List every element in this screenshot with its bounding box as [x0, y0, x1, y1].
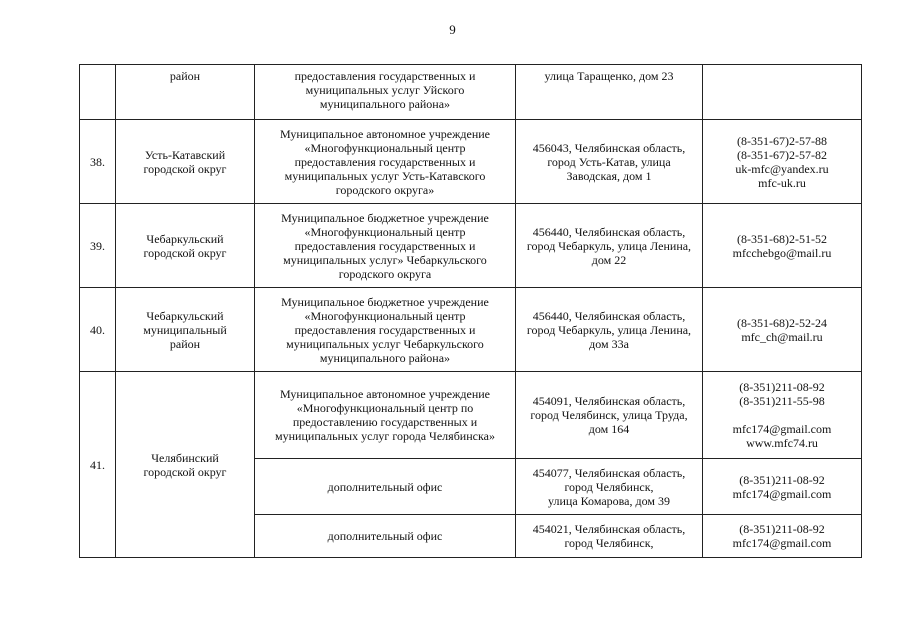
org-line: муниципальных услуг» Чебаркульского	[283, 252, 487, 267]
district-cell	[116, 120, 255, 204]
org-line: предоставления государственных и	[294, 238, 476, 253]
address-line: 454077, Челябинская область,	[532, 465, 686, 480]
org-line: предоставлению государственных и	[292, 415, 478, 429]
org-line: муниципальных услуг Чебаркульского	[286, 336, 484, 351]
district-line: Чебаркульский	[146, 308, 224, 323]
org-line: муниципальных услуг города Челябинска»	[275, 429, 495, 443]
table-row	[80, 288, 862, 372]
email: mfc174@gmail.com	[732, 486, 832, 501]
org-line: муниципального района»	[319, 350, 451, 365]
address-line: дом 33а	[589, 336, 629, 351]
address-cell	[516, 515, 703, 558]
address-line: дом 164	[588, 422, 630, 436]
address-line: город Чебаркуль, улица Ленина,	[526, 322, 692, 337]
page-number: 9	[449, 22, 456, 37]
org-line: Муниципальное автономное учреждение	[280, 387, 490, 401]
address-cell	[516, 459, 703, 515]
contacts-cell	[703, 288, 862, 372]
address-line: город Челябинск,	[564, 479, 654, 494]
organization-cell	[255, 120, 516, 204]
address-line: город Усть-Катав, улица	[547, 154, 671, 169]
org-line: «Многофункциональный центр	[304, 308, 466, 323]
contacts-cell	[703, 459, 862, 515]
org-line: городского округа»	[335, 182, 435, 197]
district-cell	[116, 65, 255, 120]
org-line: дополнительный офис	[327, 529, 443, 543]
address-cell	[516, 65, 703, 120]
contacts-cell	[703, 372, 862, 459]
address-cell	[516, 120, 703, 204]
table-row	[80, 65, 862, 120]
phone: (8-351)211-08-92	[739, 472, 825, 487]
org-line: «Многофункциональный центр	[304, 224, 466, 239]
org-line: муниципальных услуг Уйского	[305, 83, 465, 97]
address-line: улица Комарова, дом 39	[548, 493, 670, 508]
org-line: Муниципальное автономное учреждение	[280, 126, 490, 141]
district-line: район	[169, 336, 201, 351]
address-line: дом 22	[591, 252, 627, 267]
table-row	[80, 204, 862, 288]
district-line: городской округ	[143, 161, 227, 176]
org-line: «Многофункциональный центр по	[296, 401, 474, 415]
address-line: город Челябинск,	[564, 536, 654, 550]
email: mfc174@gmail.com	[732, 422, 832, 436]
district-line: Чебаркульский	[146, 231, 224, 246]
table-row	[80, 120, 862, 204]
spacer	[706, 408, 858, 422]
contacts-cell	[703, 120, 862, 204]
mfc-table	[79, 64, 862, 558]
district-line: Усть-Катавский	[144, 147, 226, 162]
row-number-cell: 38.	[80, 120, 116, 204]
contacts-cell	[703, 515, 862, 558]
phone: (8-351)211-08-92	[739, 380, 825, 394]
org-line: Муниципальное бюджетное учреждение	[281, 294, 489, 309]
address-line: Заводская, дом 1	[566, 168, 652, 183]
phone: (8-351-67)2-57-88	[737, 133, 827, 148]
address-cell	[516, 288, 703, 372]
district-line: муниципальный	[143, 322, 227, 337]
org-line: «Многофункциональный центр	[304, 140, 466, 155]
org-line: Муниципальное бюджетное учреждение	[281, 210, 489, 225]
phone: (8-351-68)2-52-24	[737, 315, 827, 330]
org-line: городского округа	[338, 266, 432, 281]
district-cell	[116, 288, 255, 372]
phone: (8-351)211-55-98	[739, 394, 825, 408]
district-line: городской округ	[143, 464, 227, 479]
district-line: городской округ	[143, 245, 227, 260]
phone: (8-351)211-08-92	[739, 522, 825, 536]
organization-cell	[255, 372, 516, 459]
website: www.mfc74.ru	[746, 436, 818, 450]
email: mfc_ch@mail.ru	[741, 329, 823, 344]
address-cell	[516, 372, 703, 459]
email: mfcchebgo@mail.ru	[732, 245, 832, 260]
organization-cell	[255, 515, 516, 558]
address-line: город Чебаркуль, улица Ленина,	[526, 238, 692, 253]
contacts-cell	[703, 204, 862, 288]
address-line: 456440, Челябинская область,	[532, 308, 686, 323]
table-row	[80, 372, 862, 459]
org-line: предоставления государственных и	[294, 154, 476, 169]
district-line: Челябинский	[151, 450, 219, 465]
address-line: 454021, Челябинская область,	[532, 522, 686, 536]
address-cell	[516, 204, 703, 288]
row-number-cell	[80, 65, 116, 120]
district-line: район	[169, 69, 201, 83]
contacts-cell	[703, 65, 862, 120]
email: uk-mfc@yandex.ru	[735, 161, 829, 176]
org-line: предоставления государственных и	[294, 322, 476, 337]
phone: (8-351-67)2-57-82	[737, 147, 827, 162]
address-line: город Челябинск, улица Труда,	[530, 408, 688, 422]
address-line: 454091, Челябинская область,	[532, 394, 686, 408]
org-line: муниципальных услуг Усть-Катавского	[284, 168, 486, 183]
district-cell	[116, 204, 255, 288]
org-line: предоставления государственных и	[294, 69, 476, 83]
org-line: муниципального района»	[319, 97, 451, 111]
district-cell	[116, 372, 255, 558]
address-line: 456440, Челябинская область,	[532, 224, 686, 239]
email: mfc174@gmail.com	[732, 536, 832, 550]
organization-cell	[255, 288, 516, 372]
org-line: дополнительный офис	[327, 479, 443, 494]
row-number-cell: 41.	[80, 372, 116, 558]
address-line: улица Таращенко, дом 23	[544, 69, 674, 83]
organization-cell	[255, 204, 516, 288]
organization-cell	[255, 459, 516, 515]
organization-cell	[255, 65, 516, 120]
row-number-cell: 40.	[80, 288, 116, 372]
website: mfc-uk.ru	[758, 175, 806, 190]
phone: (8-351-68)2-51-52	[737, 231, 827, 246]
address-line: 456043, Челябинская область,	[532, 140, 686, 155]
row-number-cell: 39.	[80, 204, 116, 288]
